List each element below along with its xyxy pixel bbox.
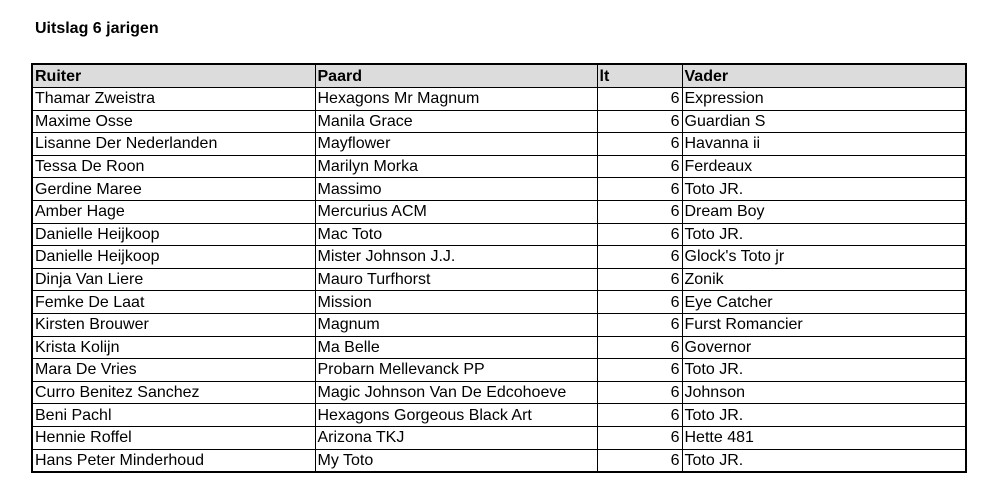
cell-vader: Toto JR. xyxy=(682,404,966,427)
cell-lt: 6 xyxy=(597,336,682,359)
cell-vader: Dream Boy xyxy=(682,200,966,223)
cell-ruiter: Danielle Heijkoop xyxy=(32,223,315,246)
table-row xyxy=(32,449,966,472)
cell-lt: 6 xyxy=(597,200,682,223)
table-row xyxy=(32,133,966,156)
cell-vader: Zonik xyxy=(682,268,966,291)
column-header-vader: Vader xyxy=(682,64,966,88)
column-header-ruiter: Ruiter xyxy=(32,64,315,88)
cell-vader: Guardian S xyxy=(682,110,966,133)
table-row xyxy=(32,200,966,223)
cell-vader: Toto JR. xyxy=(682,449,966,472)
cell-lt: 6 xyxy=(597,88,682,111)
cell-paard: Hexagons Gorgeous Black Art xyxy=(315,404,597,427)
cell-vader: Havanna ii xyxy=(682,133,966,156)
cell-vader: Ferdeaux xyxy=(682,155,966,178)
cell-ruiter: Maxime Osse xyxy=(32,110,315,133)
cell-ruiter: Kirsten Brouwer xyxy=(32,313,315,336)
table-row xyxy=(32,426,966,449)
page-title: Uitslag 6 jarigen xyxy=(35,20,159,37)
table-row xyxy=(32,88,966,111)
cell-ruiter: Lisanne Der Nederlanden xyxy=(32,133,315,156)
cell-paard: Hexagons Mr Magnum xyxy=(315,88,597,111)
cell-lt: 6 xyxy=(597,381,682,404)
cell-lt: 6 xyxy=(597,359,682,382)
cell-ruiter: Amber Hage xyxy=(32,200,315,223)
cell-lt: 6 xyxy=(597,246,682,269)
table-row xyxy=(32,246,966,269)
table-row xyxy=(32,155,966,178)
cell-paard: Arizona TKJ xyxy=(315,426,597,449)
table-row xyxy=(32,381,966,404)
cell-ruiter: Tessa De Roon xyxy=(32,155,315,178)
cell-paard: Mission xyxy=(315,291,597,314)
cell-ruiter: Thamar Zweistra xyxy=(32,88,315,111)
cell-ruiter: Dinja Van Liere xyxy=(32,268,315,291)
cell-lt: 6 xyxy=(597,178,682,201)
table-row xyxy=(32,110,966,133)
cell-lt: 6 xyxy=(597,313,682,336)
cell-vader: Hette 481 xyxy=(682,426,966,449)
cell-lt: 6 xyxy=(597,133,682,156)
results-table xyxy=(31,63,967,473)
column-header-lt: lt xyxy=(597,64,682,88)
cell-ruiter: Krista Kolijn xyxy=(32,336,315,359)
cell-ruiter: Beni Pachl xyxy=(32,404,315,427)
cell-vader: Governor xyxy=(682,336,966,359)
cell-ruiter: Danielle Heijkoop xyxy=(32,246,315,269)
cell-ruiter: Hennie Roffel xyxy=(32,426,315,449)
table-row xyxy=(32,178,966,201)
cell-vader: Johnson xyxy=(682,381,966,404)
results-body xyxy=(32,88,966,473)
cell-ruiter: Gerdine Maree xyxy=(32,178,315,201)
cell-vader: Toto JR. xyxy=(682,359,966,382)
cell-vader: Toto JR. xyxy=(682,178,966,201)
cell-ruiter: Mara De Vries xyxy=(32,359,315,382)
cell-paard: Mac Toto xyxy=(315,223,597,246)
cell-lt: 6 xyxy=(597,426,682,449)
cell-vader: Expression xyxy=(682,88,966,111)
cell-lt: 6 xyxy=(597,155,682,178)
table-row xyxy=(32,336,966,359)
cell-paard: Marilyn Morka xyxy=(315,155,597,178)
table-row xyxy=(32,359,966,382)
cell-lt: 6 xyxy=(597,404,682,427)
table-row xyxy=(32,223,966,246)
table-row xyxy=(32,268,966,291)
cell-paard: Mercurius ACM xyxy=(315,200,597,223)
cell-paard: Manila Grace xyxy=(315,110,597,133)
cell-paard: Mister Johnson J.J. xyxy=(315,246,597,269)
cell-vader: Eye Catcher xyxy=(682,291,966,314)
cell-lt: 6 xyxy=(597,449,682,472)
cell-lt: 6 xyxy=(597,110,682,133)
cell-paard: My Toto xyxy=(315,449,597,472)
cell-vader: Glock's Toto jr xyxy=(682,246,966,269)
cell-lt: 6 xyxy=(597,223,682,246)
cell-paard: Magnum xyxy=(315,313,597,336)
cell-paard: Massimo xyxy=(315,178,597,201)
cell-paard: Ma Belle xyxy=(315,336,597,359)
cell-paard: Probarn Mellevanck PP xyxy=(315,359,597,382)
table-row xyxy=(32,404,966,427)
cell-lt: 6 xyxy=(597,268,682,291)
table-row xyxy=(32,313,966,336)
cell-ruiter: Hans Peter Minderhoud xyxy=(32,449,315,472)
cell-vader: Toto JR. xyxy=(682,223,966,246)
table-row xyxy=(32,291,966,314)
header-row xyxy=(32,64,966,88)
cell-ruiter: Femke De Laat xyxy=(32,291,315,314)
cell-paard: Mauro Turfhorst xyxy=(315,268,597,291)
cell-lt: 6 xyxy=(597,291,682,314)
column-header-paard: Paard xyxy=(315,64,597,88)
cell-vader: Furst Romancier xyxy=(682,313,966,336)
cell-ruiter: Curro Benitez Sanchez xyxy=(32,381,315,404)
cell-paard: Magic Johnson Van De Edcohoeve xyxy=(315,381,597,404)
cell-paard: Mayflower xyxy=(315,133,597,156)
